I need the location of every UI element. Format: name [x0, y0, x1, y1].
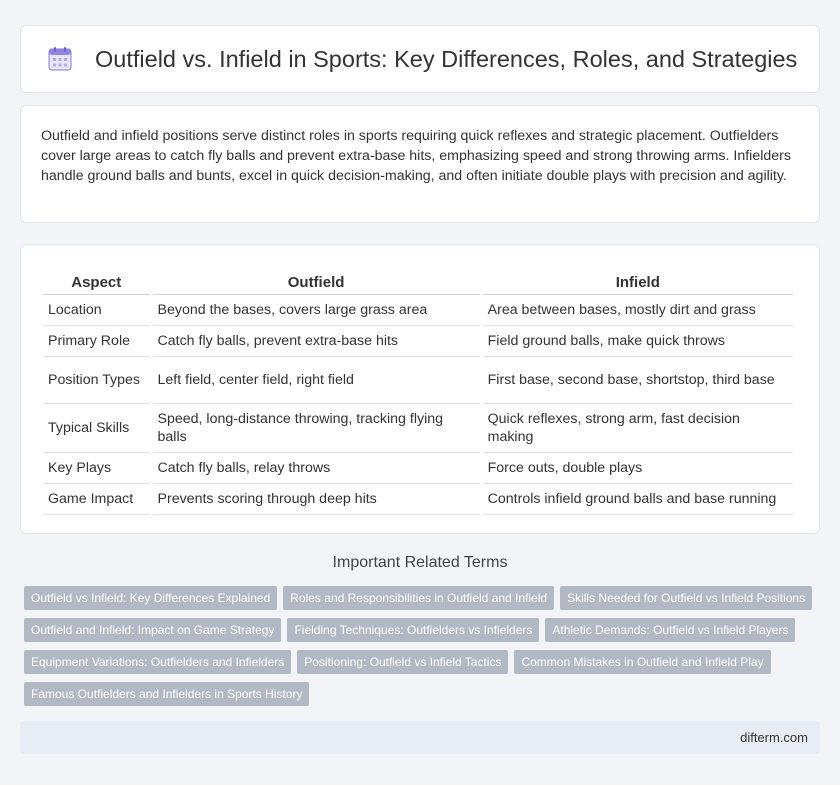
related-term-tag[interactable]: Outfield and Infield: Impact on Game Strategy	[24, 618, 281, 642]
cell-outfield: Prevents scoring through deep hits	[153, 484, 480, 515]
table-header-row	[43, 265, 793, 295]
cell-aspect: Primary Role	[43, 326, 150, 357]
cell-infield: Controls infield ground balls and base running	[483, 484, 793, 515]
cell-outfield: Catch fly balls, prevent extra-base hits	[153, 326, 480, 357]
related-terms-list	[24, 586, 820, 706]
page-title: Outfield vs. Infield in Sports: Key Differences, Roles, and Strategies	[95, 45, 798, 72]
related-term-tag[interactable]: Equipment Variations: Outfielders and Infielders	[24, 650, 291, 674]
header-infield: Infield	[483, 265, 793, 295]
table-row	[43, 453, 793, 484]
site-link[interactable]: difterm.com	[740, 730, 808, 745]
table-row	[43, 326, 793, 357]
intro-card	[20, 105, 820, 223]
related-term-tag[interactable]: Outfield vs Infield: Key Differences Explained	[24, 586, 277, 610]
table-row	[43, 357, 793, 404]
related-terms-title: Important Related Terms	[332, 554, 508, 571]
header-card	[20, 25, 820, 93]
table-row	[43, 404, 793, 453]
cell-aspect: Position Types	[43, 357, 150, 404]
related-term-tag[interactable]: Athletic Demands: Outfield vs Infield Players	[545, 618, 795, 642]
cell-outfield: Speed, long-distance throwing, tracking flying balls	[153, 404, 480, 453]
cell-infield: Area between bases, mostly dirt and grass	[483, 295, 793, 326]
related-term-tag[interactable]: Roles and Responsibilities in Outfield and Infield	[283, 586, 554, 610]
cell-infield: Quick reflexes, strong arm, fast decision making	[483, 404, 793, 453]
cell-aspect: Key Plays	[43, 453, 150, 484]
cell-infield: Field ground balls, make quick throws	[483, 326, 793, 357]
header-aspect: Aspect	[43, 265, 150, 295]
cell-infield: First base, second base, shortstop, third base	[483, 357, 793, 404]
comparison-table-card	[20, 244, 820, 534]
cell-outfield: Catch fly balls, relay throws	[153, 453, 480, 484]
calendar-icon	[47, 46, 73, 72]
table-row	[43, 295, 793, 326]
related-term-tag[interactable]: Positioning: Outfield vs Infield Tactics	[297, 650, 508, 674]
header-outfield: Outfield	[153, 265, 480, 295]
cell-outfield: Beyond the bases, covers large grass area	[153, 295, 480, 326]
cell-outfield: Left field, center field, right field	[153, 357, 480, 404]
footer	[20, 721, 820, 754]
table-row	[43, 484, 793, 515]
cell-aspect: Location	[43, 295, 150, 326]
related-term-tag[interactable]: Famous Outfielders and Infielders in Sports History	[24, 682, 309, 706]
comparison-table	[40, 265, 796, 515]
related-term-tag[interactable]: Fielding Techniques: Outfielders vs Infielders	[287, 618, 539, 642]
intro-paragraph: Outfield and infield positions serve distinct roles in sports requiring quick reflexes and strategic placement. Outfielders cover large areas to catch fly balls and prevent extra-base hits, emphasizing speed and strong throwing arms. Infielders handle ground balls and bunts, excel in quick decision-making, and often initiate double plays with precision and agility.	[41, 128, 791, 184]
related-term-tag[interactable]: Skills Needed for Outfield vs Infield Positions	[560, 586, 812, 610]
related-term-tag[interactable]: Common Mistakes in Outfield and Infield Play	[514, 650, 770, 674]
cell-aspect: Game Impact	[43, 484, 150, 515]
cell-aspect: Typical Skills	[43, 404, 150, 453]
cell-infield: Force outs, double plays	[483, 453, 793, 484]
